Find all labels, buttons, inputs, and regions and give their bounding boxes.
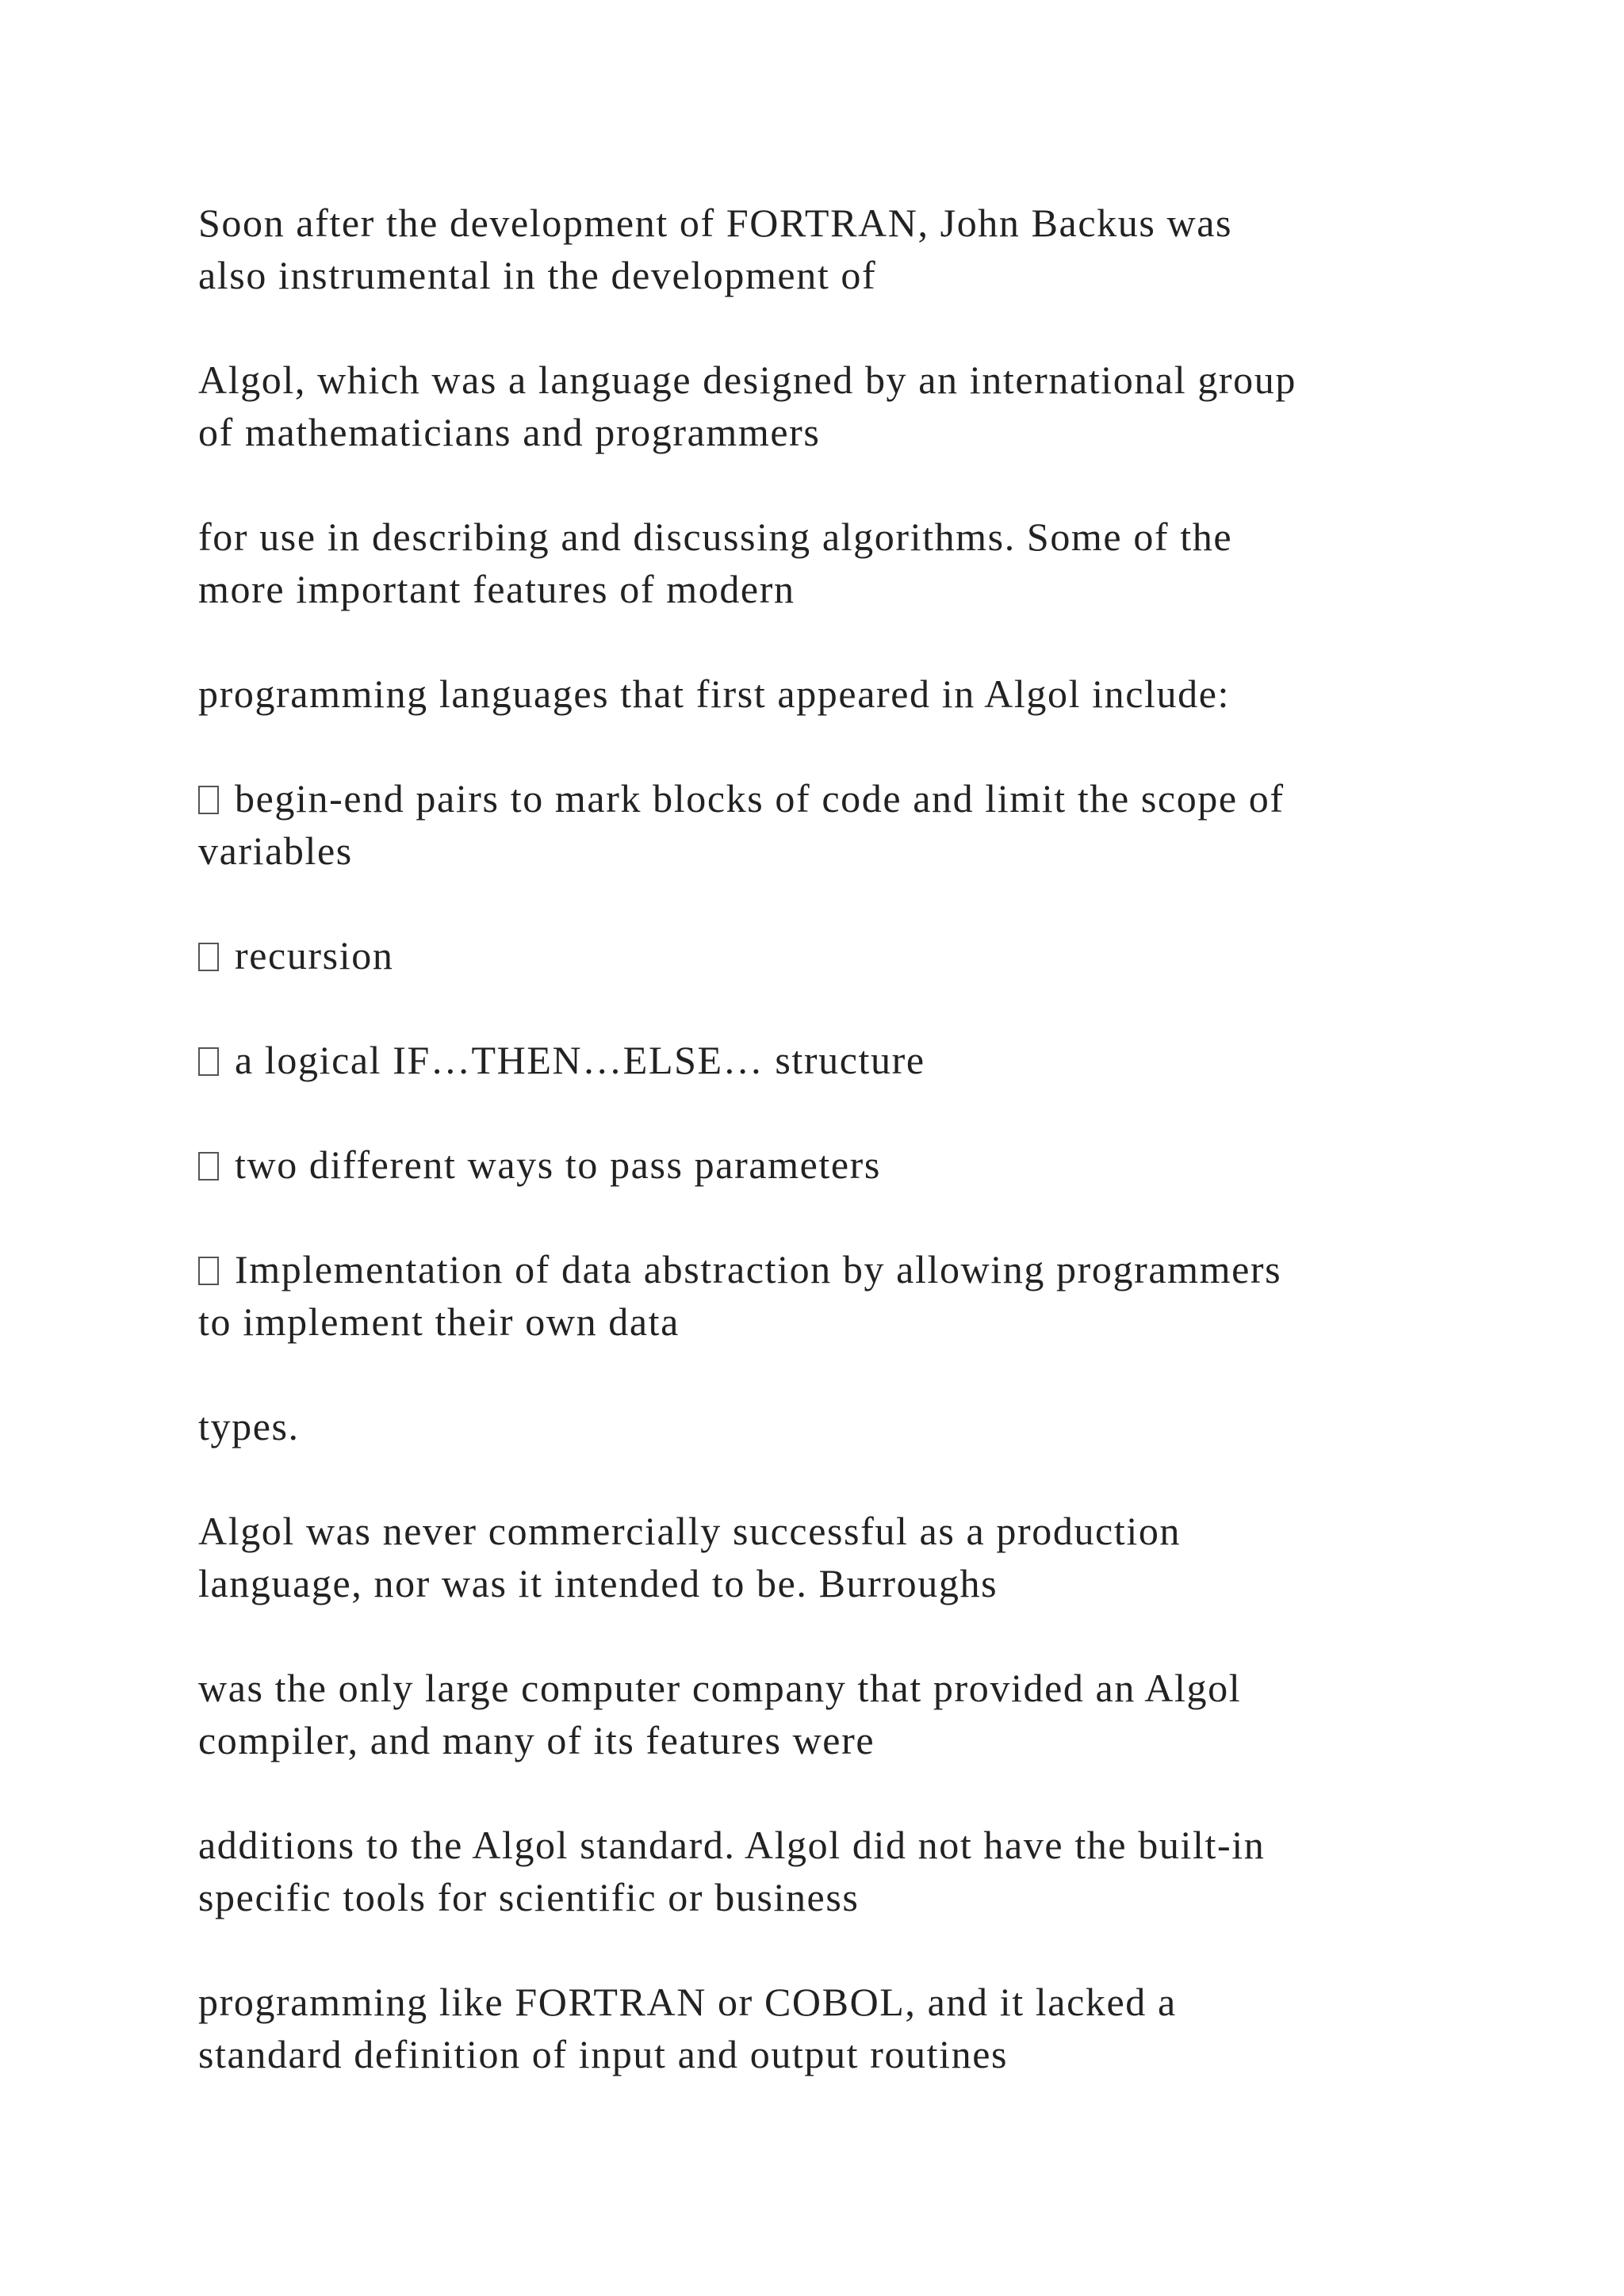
bullet-text: recursion bbox=[235, 933, 394, 978]
bullet-text: a logical IF…THEN…ELSE… structure bbox=[235, 1038, 925, 1082]
text-line: of mathematicians and programmers bbox=[198, 410, 821, 454]
text-line: Algol was never commercially successful as a production bbox=[198, 1509, 1182, 1553]
text-line: to implement their own data bbox=[198, 1299, 680, 1344]
bullet-line bbox=[198, 929, 393, 982]
text-line: additions to the Algol standard. Algol did not have the built-in bbox=[198, 1823, 1266, 1867]
text-line: also instrumental in the development of bbox=[198, 253, 877, 297]
text-line: variables bbox=[198, 828, 353, 873]
bullet-text: Implementation of data abstraction by allowing programmers bbox=[235, 1247, 1282, 1292]
text-line: Algol, which was a language designed by an international group bbox=[198, 358, 1297, 402]
missing-glyph-bullet-icon bbox=[198, 943, 219, 971]
text-line: types. bbox=[198, 1404, 300, 1448]
text-line: was the only large computer company that provided an Algol bbox=[198, 1666, 1242, 1710]
missing-glyph-bullet-icon bbox=[198, 1257, 219, 1285]
bullet-line bbox=[198, 1138, 881, 1191]
missing-glyph-bullet-icon bbox=[198, 786, 219, 814]
text-line: standard definition of input and output routines bbox=[198, 2032, 1009, 2076]
missing-glyph-bullet-icon bbox=[198, 1152, 219, 1181]
bullet-text: two different ways to pass parameters bbox=[235, 1142, 881, 1187]
text-line: compiler, and many of its features were bbox=[198, 1718, 875, 1762]
bullet-line bbox=[198, 1243, 1281, 1295]
text-line: programming like FORTRAN or COBOL, and it lacked a bbox=[198, 1980, 1177, 2024]
text-line: more important features of modern bbox=[198, 567, 795, 611]
missing-glyph-bullet-icon bbox=[198, 1047, 219, 1076]
bullet-text: begin-end pairs to mark blocks of code and limit the scope of bbox=[235, 776, 1285, 821]
text-line: for use in describing and discussing algorithms. Some of the bbox=[198, 515, 1233, 559]
bullet-line bbox=[198, 1034, 925, 1086]
bullet-line bbox=[198, 772, 1285, 825]
text-line: language, nor was it intended to be. Burroughs bbox=[198, 1561, 998, 1605]
text-line: Soon after the development of FORTRAN, John Backus was bbox=[198, 201, 1233, 245]
text-line: specific tools for scientific or business bbox=[198, 1875, 860, 1919]
text-line: programming languages that first appeared in Algol include: bbox=[198, 672, 1231, 716]
